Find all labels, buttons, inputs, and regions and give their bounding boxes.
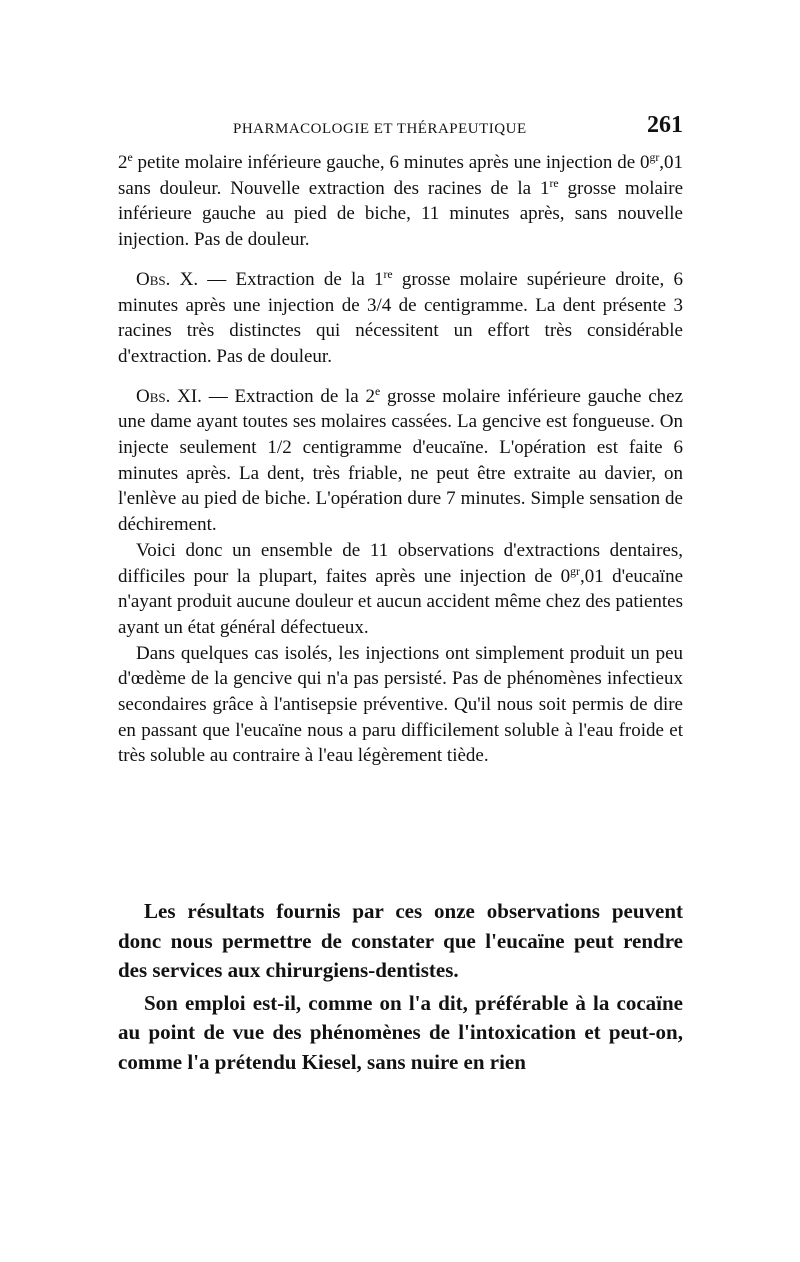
body-text	[118, 150, 683, 769]
observation-x: Obs. X. — Extraction de la 1re grosse molaire supérieure droite, 6 minutes après une injection de 3/4 de centigramme. La dent présente 3 racines très distinctes qui nécessitent un effort très considérable d'extraction. Pas de douleur.	[118, 267, 684, 367]
paragraph-summary: Voici donc un ensemble de 11 observations d'extractions dentaires, difficiles pour la plupart, faites après une injection de $0^{gr},01$ d'eucaïne n'ayant produit aucune douleur et aucun accident même chez des patientes ayant un état général défectueux.	[118, 539, 684, 638]
paragraph-continuation: 2e petite molaire inférieure gauche, 6 minutes après une injection de $0^{gr},01$ sans douleur. Nouvelle extraction des racines de la 1re grosse molaire inférieure gauche au pied de biche, 11 minutes après, sans nouvelle injection. Pas de douleur.	[118, 150, 684, 251]
page-number: 261	[647, 112, 683, 138]
observation-xi: Obs. XI. — Extraction de la 2e grosse molaire inférieure gauche chez une dame ayant toutes ses molaires cassées. La gencive est fongueuse. On injecte seulement 1/2 centigramme d'eucaïne. L'opération est faite 6 minutes après. La dent, très friable, ne peut être extraite au davier, on l'enlève au pied de biche. L'opération dure 7 minutes. Simple sensation de déchirement.	[118, 384, 684, 536]
running-title: PHARMACOLOGIE ET THÉRAPEUTIQUE	[233, 121, 527, 137]
paragraph-conclusion: Les résultats fournis par ces onze observations peuvent donc nous permettre de constater que l'eucaïne peut rendre des services aux chirurgiens-dentistes.	[118, 899, 683, 982]
running-header	[118, 112, 683, 144]
paragraph-question: Son emploi est-il, comme on l'a dit, préférable à la cocaïne au point de vue des phénomènes de l'intoxication et peut-on, comme l'a prétendu Kiesel, sans nuire en rien	[118, 990, 683, 1074]
bold-text	[118, 897, 683, 1077]
paragraph-remarks: Dans quelques cas isolés, les injections ont simplement produit un peu d'œdème de la gencive qui n'a pas persisté. Pas de phénomènes infectieux secondaires grâce à l'antisepsie préventive. Qu'il nous soit permis de dire en passant que l'eucaïne nous a paru difficilement soluble à l'eau froide et très soluble au contraire à l'eau légèrement tiède.	[118, 642, 683, 767]
observation-label: Obs. XI.	[136, 385, 202, 407]
observation-label: Obs. X.	[136, 268, 199, 290]
